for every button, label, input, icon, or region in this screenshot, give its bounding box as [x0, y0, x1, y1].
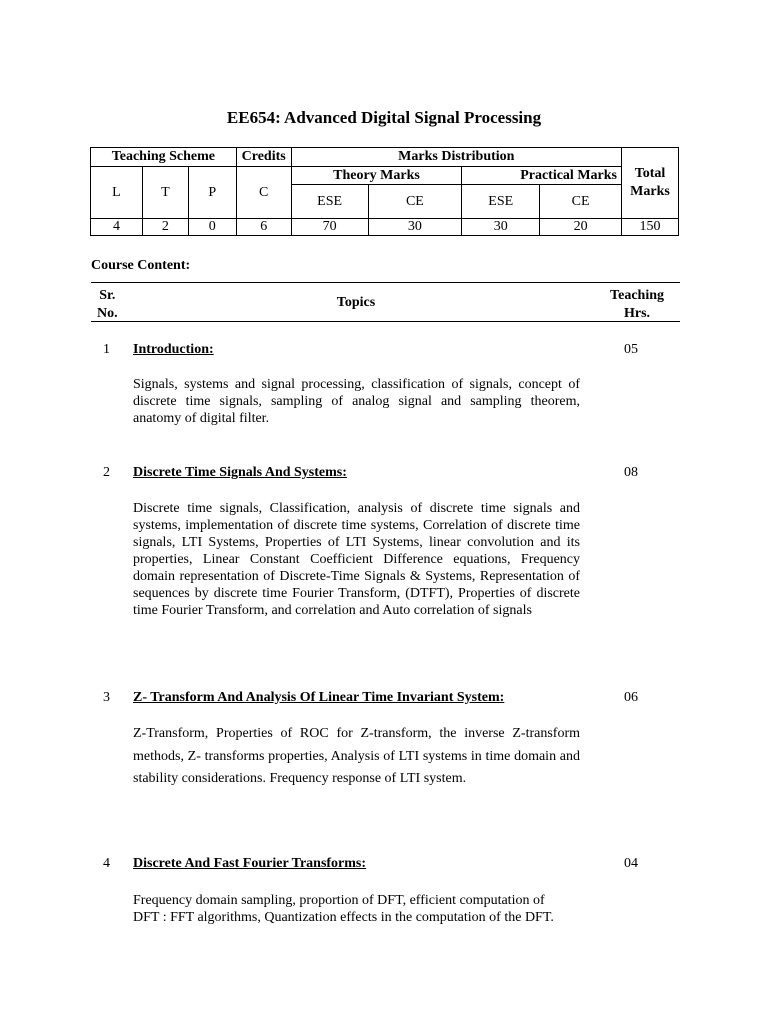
marks-distribution-header: Marks Distribution — [291, 148, 621, 167]
credits-header: Credits — [236, 148, 291, 167]
practical-ese-value: 30 — [462, 219, 540, 236]
unit-hours: 06 — [624, 690, 638, 705]
unit-description: Discrete time signals, Classification, analysis of discrete time signals and systems, implementation of discrete time systems, Correlation of discrete time signals, LTI Systems, Properties of LTI Systems, linear convolution and its properties, Linear Constant Coefficient Difference equations, Frequency domain representation of Discrete-Time Signals & Systems, Representation of sequences by discrete time Fourier Transform, (DTFT), Properties of discrete time Fourier Transform, and correlation and Auto correlation of signals — [133, 501, 580, 618]
unit-description: Frequency domain sampling, proportion of DFT, efficient computation of DFT : FFT algorithms, Quantization effects in the computation of the DFT. — [133, 893, 554, 925]
page-title: EE654: Advanced Digital Signal Processing — [226, 108, 542, 127]
unit-number: 4 — [103, 856, 110, 871]
total-marks-header: Total Marks — [621, 148, 678, 219]
sr-header-line2: No. — [97, 306, 118, 321]
unit-heading: Introduction: — [133, 342, 214, 357]
t-header: T — [142, 167, 188, 219]
teaching-hrs-header — [610, 287, 664, 323]
teaching-scheme-header: Teaching Scheme — [91, 148, 237, 167]
theory-ce-value: 30 — [368, 219, 462, 236]
theory-ce-header: CE — [368, 185, 462, 219]
c-header: C — [236, 167, 291, 219]
p-header: P — [188, 167, 236, 219]
unit-hours: 08 — [624, 465, 638, 480]
course-content-label: Course Content: — [91, 258, 191, 273]
sr-header-line1: Sr. — [99, 288, 116, 303]
practical-ese-header: ESE — [462, 185, 540, 219]
teaching-header-line1: Teaching — [610, 288, 664, 303]
unit-heading: Z- Transform And Analysis Of Linear Time Invariant System: — [133, 690, 505, 705]
practical-ce-value: 20 — [540, 219, 622, 236]
theory-ese-value: 70 — [291, 219, 368, 236]
unit-description: Signals, systems and signal processing, classification of signals, concept of discrete time signals, sampling of analog signal and sampling theorem, anatomy of digital filter. — [133, 377, 580, 426]
unit-heading: Discrete Time Signals And Systems: — [133, 465, 347, 480]
p-value: 0 — [188, 219, 236, 236]
unit-number: 2 — [103, 465, 110, 480]
t-value: 2 — [142, 219, 188, 236]
l-header: L — [91, 167, 143, 219]
l-value: 4 — [91, 219, 143, 236]
practical-ce-header: CE — [540, 185, 622, 219]
unit-hours: 05 — [624, 342, 638, 357]
c-value: 6 — [236, 219, 291, 236]
topics-header: Topics — [336, 295, 376, 310]
theory-marks-header: Theory Marks — [291, 167, 462, 185]
total-marks-value: 150 — [621, 219, 678, 236]
teaching-header-line2: Hrs. — [623, 306, 651, 321]
unit-description: Z-Transform, Properties of ROC for Z-transform, the inverse Z-transform methods, Z- transforms properties, Analysis of LTI systems in time domain and stability considerations. Frequency response of LTI system. — [133, 726, 580, 786]
practical-marks-header: Practical Marks — [462, 167, 622, 185]
unit-hours: 04 — [624, 856, 638, 871]
unit-number: 3 — [103, 690, 110, 705]
teaching-scheme-table — [90, 147, 679, 236]
topics-table-header — [91, 282, 680, 322]
theory-ese-header: ESE — [291, 185, 368, 219]
unit-heading: Discrete And Fast Fourier Transforms: — [133, 856, 367, 871]
unit-number: 1 — [103, 342, 110, 357]
